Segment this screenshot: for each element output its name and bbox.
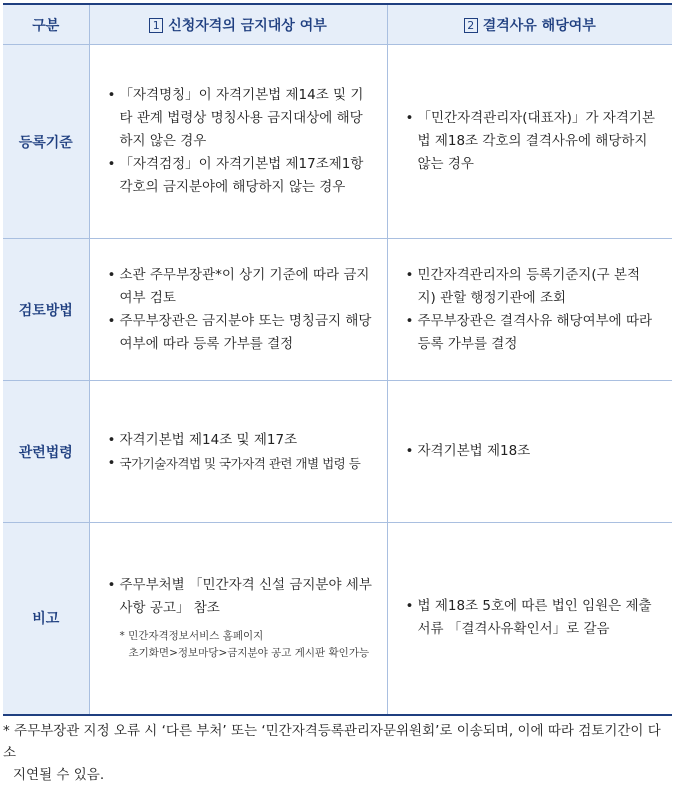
bullet-item: • 법 제18조 5호에 따른 법인 임원은 제출서류 「결격사유확인서」로 갈음: [405, 598, 652, 638]
cell-laws-col1: [89, 381, 387, 523]
cell-registration-col2: [387, 45, 672, 239]
bullet-item: • 주무부처별 「민간자격 신설 금지분야 세부사항 공고」 참조: [107, 577, 372, 617]
bullet-item: • 민간자격관리자의 등록기준지(구 본적지) 관할 행정기관에 조회: [405, 266, 641, 306]
eligibility-table: [3, 3, 672, 716]
footnote: [3, 720, 672, 786]
bullet-item: • 소관 주무부장관*이 상기 기준에 따라 금지 여부 검토: [107, 266, 370, 306]
footnote-line-1: * 주무부장관 지정 오류 시 ‘다른 부처’ 또는 ‘민간자격등록관리자문위원회’로 이송되며, 이에 따라 검토기간이 다소: [3, 723, 661, 761]
bullet-item: • 「자격검정」이 자격기본법 제17조제1항 각호의 금지분야에 해당하지 않는 경우: [107, 156, 364, 195]
table-header-row: [3, 4, 672, 45]
header-col2-label: 결격사유 해당여부: [482, 17, 596, 34]
bullet-item: • 주무부장관은 금지분야 또는 명칭금지 해당여부에 따라 등록 가부를 결정: [107, 312, 372, 352]
cell-review-col2: [387, 239, 672, 381]
row-label-remarks: 비고: [3, 523, 89, 715]
row-label-review-method: 검토방법: [3, 239, 89, 381]
table-row-related-laws: [3, 381, 672, 523]
bullet-item: • 「민간자격관리자(대표자)」가 자격기본법 제18조 각호의 결격사유에 해당하지 않는 경우: [405, 110, 655, 172]
row-label-related-laws: 관련법령: [3, 381, 89, 523]
header-col1-label: 신청자격의 금지대상 여부: [168, 17, 327, 34]
cell-remarks-col2: [387, 523, 672, 715]
cell-registration-col1: [89, 45, 387, 239]
cell-remarks-col1: [89, 523, 387, 715]
table-row-registration-criteria: [3, 45, 672, 239]
bullet-item: • 주무부장관은 결격사유 해당여부에 따라 등록 가부를 결정: [405, 312, 653, 352]
table-row-remarks: [3, 523, 672, 715]
bullet-item: • 국가기술자격법 및 국가자격 관련 개별 법령 등: [107, 454, 361, 471]
header-col2-number: 2: [464, 18, 478, 33]
bullet-item: • 자격기본법 제14조 및 제17조: [107, 431, 298, 448]
cell-laws-col2: [387, 381, 672, 523]
header-col1: [89, 4, 387, 45]
footnote-line-2: 지연될 수 있음.: [13, 767, 105, 783]
table-row-review-method: [3, 239, 672, 381]
bullet-item: • 자격기본법 제18조: [405, 443, 531, 459]
remarks-note: * 민간자격정보서비스 홈페이지 초기화면>정보마당>금지분야 공고 게시판 확인가능: [119, 630, 370, 660]
header-col2: [387, 4, 672, 45]
header-col1-number: 1: [149, 18, 163, 33]
bullet-item: • 「자격명칭」이 자격기본법 제14조 및 기타 관계 법령상 명칭사용 금지대상에 해당하지 않은 경우: [107, 87, 364, 149]
row-label-registration-criteria: 등록기준: [3, 45, 89, 239]
header-category: 구분: [3, 4, 89, 45]
cell-review-col1: [89, 239, 387, 381]
